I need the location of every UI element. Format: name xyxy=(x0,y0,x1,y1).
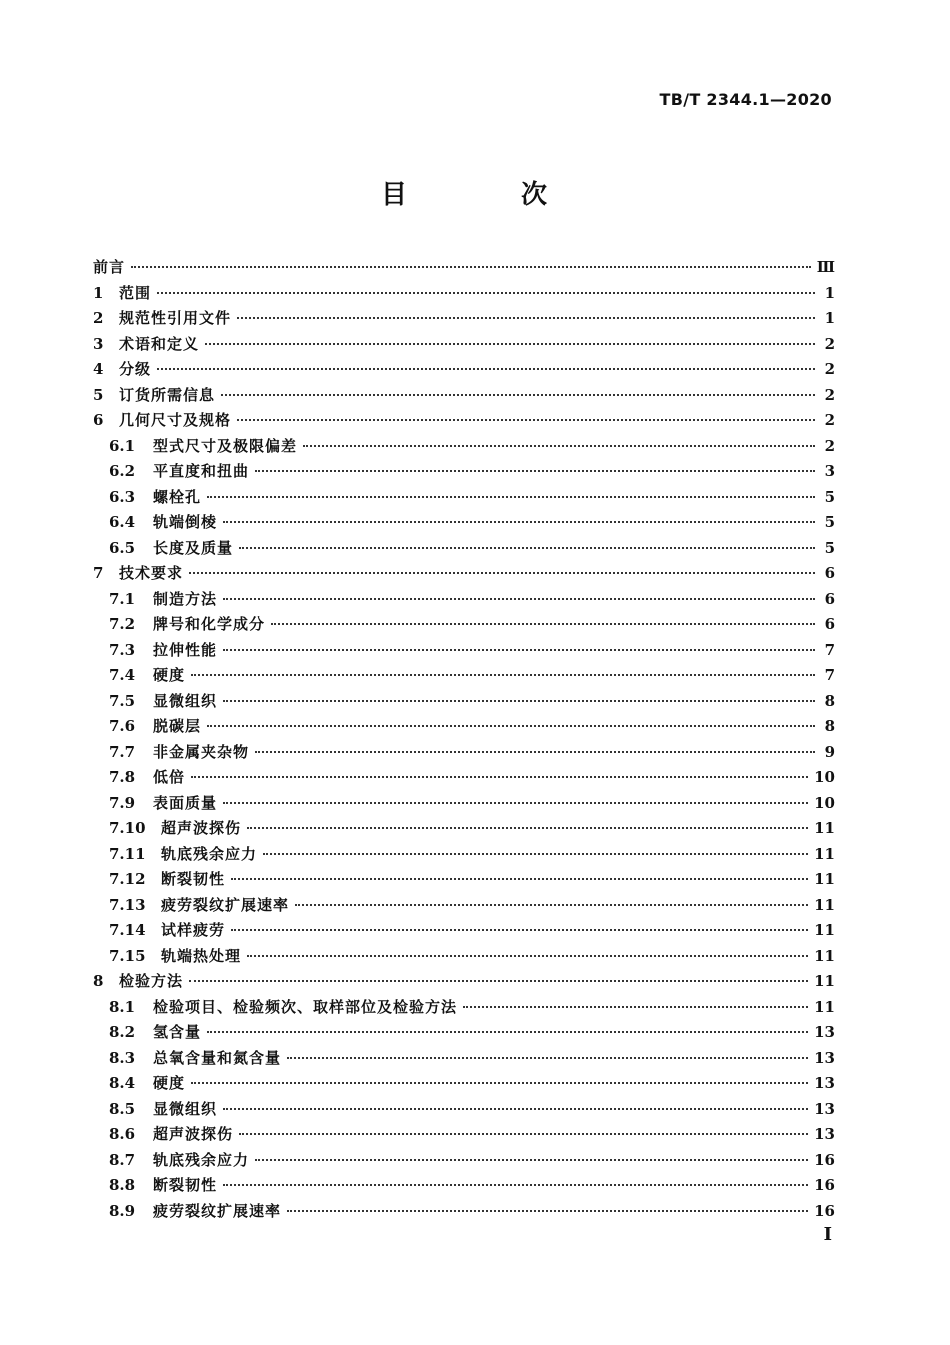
toc-entry-page: 5 xyxy=(824,513,835,531)
toc-entry[interactable] xyxy=(93,255,835,281)
toc-entry-number: 8.7 xyxy=(109,1150,136,1169)
toc-entry-label: 型式尺寸及极限偏差 xyxy=(153,436,298,455)
toc-entry-page: 11 xyxy=(814,921,835,939)
dot-leader xyxy=(263,853,808,855)
toc-entry-page: 16 xyxy=(814,1176,835,1194)
dot-leader xyxy=(157,292,815,294)
toc-entry[interactable] xyxy=(93,434,835,460)
toc-entry-page: 11 xyxy=(814,819,835,837)
toc-entry-label: 脱碳层 xyxy=(153,717,202,735)
dot-leader xyxy=(247,955,808,957)
toc-entry-page: 16 xyxy=(814,1201,835,1220)
toc-entry-page: 11 xyxy=(814,844,835,863)
toc-entry[interactable] xyxy=(93,281,835,307)
toc-entry-number: 5 xyxy=(93,385,104,404)
dot-leader xyxy=(223,1184,808,1186)
toc-entry-label: 长度及质量 xyxy=(153,538,234,557)
dot-leader xyxy=(271,623,815,625)
dot-leader xyxy=(247,827,808,829)
toc-entry-number: 7.11 xyxy=(109,844,146,863)
toc-entry[interactable] xyxy=(93,714,835,740)
toc-entry-label: 硬度 xyxy=(153,666,186,684)
dot-leader xyxy=(207,1031,808,1033)
toc-entry[interactable] xyxy=(93,1148,835,1174)
toc-entry-number: 6.1 xyxy=(109,436,136,455)
toc-entry-label: 检验方法 xyxy=(119,972,184,990)
toc-entry-number: 6.2 xyxy=(109,462,136,480)
toc-entry-number: 8.1 xyxy=(109,997,136,1016)
toc-entry-number: 3 xyxy=(93,334,104,353)
dot-leader xyxy=(287,1057,808,1059)
toc-entry-label: 总氧含量和氮含量 xyxy=(153,1048,282,1067)
dot-leader xyxy=(223,521,815,523)
toc-title: 目 次 xyxy=(380,180,591,210)
toc-entry[interactable] xyxy=(93,816,835,842)
toc-entry-number: 1 xyxy=(93,283,104,302)
toc-entry[interactable] xyxy=(93,663,835,689)
toc-entry-number: 7.10 xyxy=(109,819,146,837)
toc-entry[interactable] xyxy=(93,408,835,434)
dot-leader xyxy=(221,394,815,396)
toc-entry-number: 8.6 xyxy=(109,1125,136,1143)
toc-entry-number: 7.2 xyxy=(109,615,136,633)
toc-entry-number: 8 xyxy=(93,972,104,990)
toc-entry-label: 试样疲劳 xyxy=(161,921,226,939)
toc-entry[interactable] xyxy=(93,332,835,358)
toc-entry-number: 7.7 xyxy=(109,742,136,761)
toc-entry-page: 9 xyxy=(824,742,835,761)
toc-entry-label: 范围 xyxy=(119,283,152,302)
toc-entry-label: 技术要求 xyxy=(119,564,184,582)
toc-entry-number: 7.6 xyxy=(109,717,136,735)
toc-entry-label: 订货所需信息 xyxy=(119,385,216,404)
toc-entry-page: 10 xyxy=(814,793,835,812)
page-number: I xyxy=(823,1224,832,1245)
toc-entry-page: 13 xyxy=(814,1074,835,1092)
dot-leader xyxy=(303,445,815,447)
toc-entry[interactable] xyxy=(93,383,835,409)
toc-entry[interactable] xyxy=(93,459,835,485)
toc-entry-label: 氢含量 xyxy=(153,1023,202,1041)
toc-entry[interactable] xyxy=(93,1097,835,1123)
toc-entry[interactable] xyxy=(93,969,835,995)
toc-entry-label: 拉伸性能 xyxy=(153,640,218,659)
table-of-contents xyxy=(93,255,835,1224)
toc-entry-page: 11 xyxy=(814,870,835,888)
toc-entry-label: 疲劳裂纹扩展速率 xyxy=(161,895,290,914)
toc-entry-label: 超声波探伤 xyxy=(161,819,242,837)
toc-entry[interactable] xyxy=(93,485,835,511)
toc-entry-number: 4 xyxy=(93,360,104,378)
toc-entry-label: 显微组织 xyxy=(153,691,218,710)
toc-entry[interactable] xyxy=(93,1071,835,1097)
toc-entry-page: 11 xyxy=(814,972,835,990)
toc-entry[interactable] xyxy=(93,944,835,970)
toc-entry-page: 2 xyxy=(824,411,835,429)
toc-entry-label: 规范性引用文件 xyxy=(119,309,232,327)
toc-entry-page: 11 xyxy=(814,997,835,1016)
toc-entry-number: 7.3 xyxy=(109,640,136,659)
toc-entry[interactable] xyxy=(93,740,835,766)
dot-leader xyxy=(287,1210,808,1212)
toc-entry-label: 超声波探伤 xyxy=(153,1125,234,1143)
toc-entry-label: 轨底残余应力 xyxy=(153,1150,250,1169)
toc-entry-label: 制造方法 xyxy=(153,589,218,608)
dot-leader xyxy=(223,649,815,651)
dot-leader xyxy=(223,700,815,702)
toc-entry[interactable] xyxy=(93,587,835,613)
toc-entry-label: 显微组织 xyxy=(153,1099,218,1118)
toc-entry-label: 分级 xyxy=(119,360,152,378)
dot-leader xyxy=(223,1108,808,1110)
toc-entry-label: 前言 xyxy=(93,258,126,276)
dot-leader xyxy=(237,419,815,421)
toc-entry-page: 1 xyxy=(824,283,835,302)
toc-entry-page: 2 xyxy=(824,360,835,378)
toc-entry[interactable] xyxy=(93,357,835,383)
toc-entry-number: 2 xyxy=(93,309,104,327)
toc-entry-page: 11 xyxy=(814,946,835,965)
toc-entry-page: Ⅲ xyxy=(816,258,835,276)
toc-entry[interactable] xyxy=(93,306,835,332)
dot-leader xyxy=(191,776,808,778)
toc-entry-page: 7 xyxy=(824,666,835,684)
toc-entry[interactable] xyxy=(93,765,835,791)
dot-leader xyxy=(205,343,815,345)
toc-entry-number: 8.3 xyxy=(109,1048,136,1067)
toc-entry-number: 8.8 xyxy=(109,1176,136,1194)
dot-leader xyxy=(255,751,815,753)
dot-leader xyxy=(223,598,815,600)
toc-entry-page: 5 xyxy=(824,538,835,557)
toc-entry-number: 6.4 xyxy=(109,513,136,531)
toc-entry[interactable] xyxy=(93,1046,835,1072)
toc-entry-page: 11 xyxy=(814,895,835,914)
dot-leader xyxy=(255,470,815,472)
toc-entry-label: 牌号和化学成分 xyxy=(153,615,266,633)
toc-entry[interactable] xyxy=(93,689,835,715)
toc-entry[interactable] xyxy=(93,638,835,664)
toc-entry-label: 断裂韧性 xyxy=(153,1176,218,1194)
toc-entry[interactable] xyxy=(93,1173,835,1199)
document-code: TB/T 2344.1—2020 xyxy=(659,90,832,109)
dot-leader xyxy=(191,674,815,676)
toc-entry-number: 7.15 xyxy=(109,946,146,965)
toc-entry-number: 7 xyxy=(93,564,104,582)
toc-entry[interactable] xyxy=(93,612,835,638)
toc-entry-number: 7.1 xyxy=(109,589,136,608)
dot-leader xyxy=(463,1006,808,1008)
toc-entry-page: 2 xyxy=(824,385,835,404)
toc-entry-label: 表面质量 xyxy=(153,793,218,812)
dot-leader xyxy=(231,878,808,880)
dot-leader xyxy=(255,1159,808,1161)
toc-entry-number: 7.5 xyxy=(109,691,136,710)
toc-entry-label: 螺栓孔 xyxy=(153,487,202,506)
toc-entry-page: 6 xyxy=(824,615,835,633)
toc-entry-number: 6 xyxy=(93,411,104,429)
toc-entry-label: 平直度和扭曲 xyxy=(153,462,250,480)
dot-leader xyxy=(189,572,815,574)
toc-entry-page: 1 xyxy=(824,309,835,327)
toc-entry-page: 7 xyxy=(824,640,835,659)
dot-leader xyxy=(223,802,808,804)
toc-entry-page: 16 xyxy=(814,1150,835,1169)
toc-entry[interactable] xyxy=(93,867,835,893)
toc-entry-number: 6.5 xyxy=(109,538,136,557)
toc-entry-number: 8.5 xyxy=(109,1099,136,1118)
toc-entry-label: 断裂韧性 xyxy=(161,870,226,888)
toc-entry-label: 检验项目、检验频次、取样部位及检验方法 xyxy=(153,997,458,1016)
dot-leader xyxy=(191,1082,808,1084)
dot-leader xyxy=(231,929,808,931)
toc-entry-page: 6 xyxy=(824,589,835,608)
toc-entry-number: 8.2 xyxy=(109,1023,136,1041)
toc-entry-number: 7.13 xyxy=(109,895,146,914)
toc-entry-page: 2 xyxy=(824,334,835,353)
dot-leader xyxy=(207,496,815,498)
toc-entry[interactable] xyxy=(93,791,835,817)
toc-entry-number: 7.4 xyxy=(109,666,136,684)
toc-entry[interactable] xyxy=(93,510,835,536)
toc-entry-page: 8 xyxy=(824,691,835,710)
toc-entry-page: 13 xyxy=(814,1023,835,1041)
toc-entry-page: 13 xyxy=(814,1125,835,1143)
toc-entry-page: 13 xyxy=(814,1048,835,1067)
dot-leader xyxy=(295,904,808,906)
toc-entry-label: 轨端热处理 xyxy=(161,946,242,965)
toc-entry-number: 8.4 xyxy=(109,1074,136,1092)
toc-entry-page: 2 xyxy=(824,436,835,455)
toc-entry[interactable] xyxy=(93,995,835,1021)
toc-entry-page: 3 xyxy=(824,462,835,480)
toc-entry-number: 8.9 xyxy=(109,1201,136,1220)
dot-leader xyxy=(189,980,808,982)
toc-entry[interactable] xyxy=(93,1122,835,1148)
dot-leader xyxy=(157,368,815,370)
toc-entry-number: 7.8 xyxy=(109,768,136,786)
dot-leader xyxy=(237,317,815,319)
dot-leader xyxy=(207,725,815,727)
toc-entry-page: 13 xyxy=(814,1099,835,1118)
toc-entry[interactable] xyxy=(93,1020,835,1046)
toc-entry[interactable] xyxy=(93,918,835,944)
toc-entry-number: 7.12 xyxy=(109,870,146,888)
toc-entry-page: 6 xyxy=(824,564,835,582)
toc-entry-number: 7.9 xyxy=(109,793,136,812)
toc-entry-number: 6.3 xyxy=(109,487,136,506)
toc-entry[interactable] xyxy=(93,893,835,919)
toc-entry-label: 硬度 xyxy=(153,1074,186,1092)
toc-entry[interactable] xyxy=(93,842,835,868)
toc-entry-label: 非金属夹杂物 xyxy=(153,742,250,761)
toc-entry-label: 轨底残余应力 xyxy=(161,844,258,863)
toc-entry[interactable] xyxy=(93,561,835,587)
toc-entry-page: 5 xyxy=(824,487,835,506)
dot-leader xyxy=(131,266,811,268)
toc-entry[interactable] xyxy=(93,1199,835,1225)
dot-leader xyxy=(239,547,815,549)
dot-leader xyxy=(239,1133,808,1135)
toc-entry-label: 疲劳裂纹扩展速率 xyxy=(153,1201,282,1220)
toc-entry-label: 轨端倒棱 xyxy=(153,513,218,531)
toc-entry-page: 8 xyxy=(824,717,835,735)
toc-entry-number: 7.14 xyxy=(109,921,146,939)
toc-entry-label: 低倍 xyxy=(153,768,186,786)
toc-entry-page: 10 xyxy=(814,768,835,786)
toc-entry-label: 术语和定义 xyxy=(119,334,200,353)
toc-entry[interactable] xyxy=(93,536,835,562)
toc-entry-label: 几何尺寸及规格 xyxy=(119,411,232,429)
